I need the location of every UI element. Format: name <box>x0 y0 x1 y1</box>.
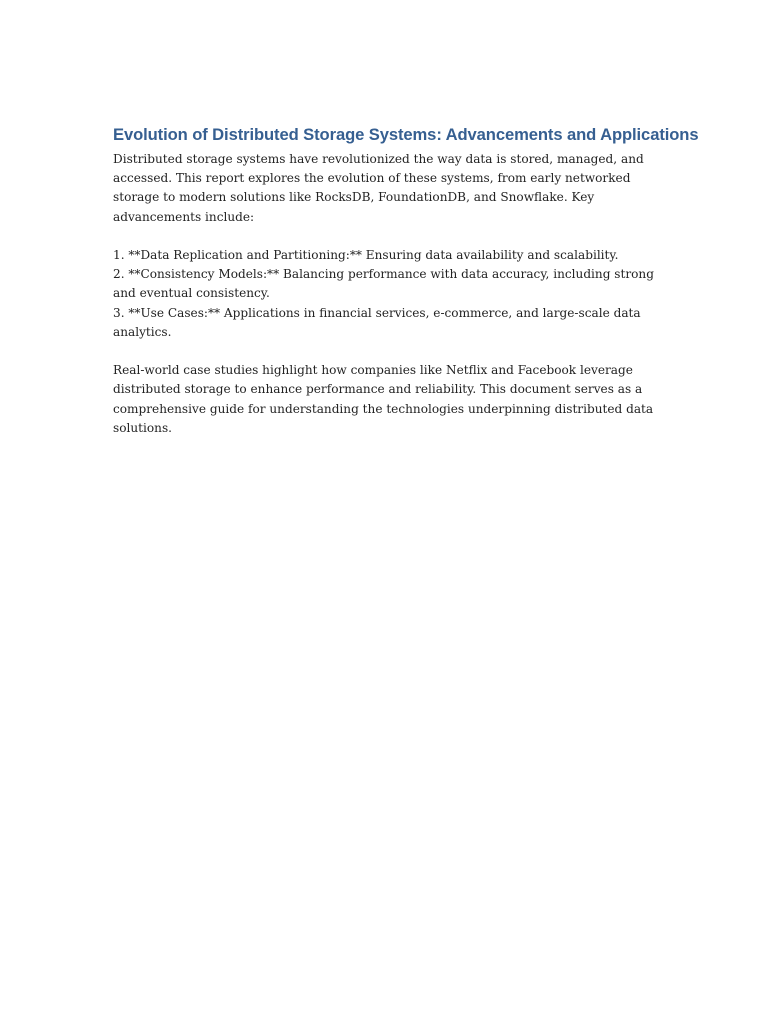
list-item: 1. **Data Replication and Partitioning:** Ensuring data availability and scalability. <box>113 248 619 262</box>
document-title: Evolution of Distributed Storage Systems: Advancements and Applications <box>113 125 699 144</box>
intro-paragraph: Distributed storage systems have revolutionized the way data is stored, managed, and accessed. This report explores the evolution of these systems, from early networked storage to modern solutions like RocksDB, FoundationDB, and Snowflake. Key advancements include: <box>113 152 644 224</box>
list-item: 3. **Use Cases:** Applications in financial services, e-commerce, and large-scale data analytics. <box>113 305 641 339</box>
document-body <box>113 124 699 438</box>
paragraph-spacer <box>113 227 658 246</box>
advancements-list <box>113 246 658 342</box>
list-item: 2. **Consistency Models:** Balancing performance with data accuracy, including strong and eventual consistency. <box>113 267 654 301</box>
paragraph-spacer <box>113 342 658 361</box>
conclusion-paragraph: Real-world case studies highlight how companies like Netflix and Facebook leverage distributed storage to enhance performance and reliability. This document serves as a comprehensive guide for understanding the technologies underpinning distributed data solutions. <box>113 363 654 435</box>
